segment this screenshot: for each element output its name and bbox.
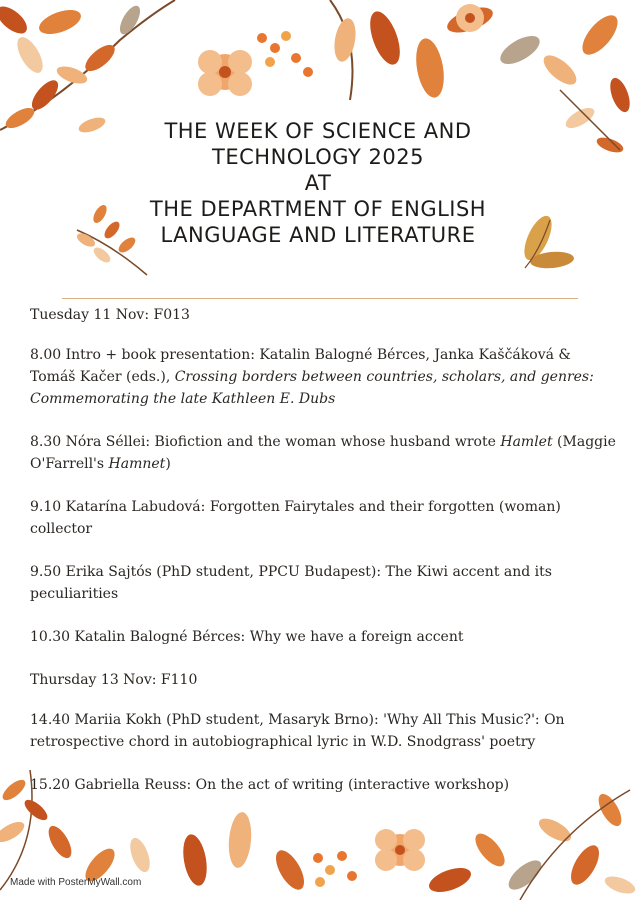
item-text: 8.00 Intro + book presentation: Katalin Balogné Bérces, Janka Kaščáková & Tomáš Kačer (eds.),: [30, 347, 571, 385]
title-line-2: TECHNOLOGY 2025: [212, 145, 424, 169]
day-heading-thursday: Thursday 13 Nov: F110: [30, 672, 198, 688]
poster-credit: Made with PosterMyWall.com: [10, 877, 142, 888]
title-line-4: THE DEPARTMENT OF ENGLISH: [149, 197, 487, 221]
schedule: [30, 304, 618, 817]
schedule-item-snodgrass: 14.40 Mariia Kokh (PhD student, Masaryk Brno): 'Why All This Music?': On retrospective chord in autobiographical lyric in W.D. Snodgrass' poetry: [30, 712, 565, 750]
work-title-hamlet: Hamlet: [500, 434, 553, 450]
schedule-item-foreign-accent: 10.30 Katalin Balogné Bérces: Why we have a foreign accent: [30, 629, 464, 645]
title-line-1: THE WEEK OF SCIENCE AND: [164, 119, 472, 143]
item-text: ): [165, 456, 171, 472]
leaf-branch-bottom-left-icon: [0, 770, 310, 894]
flower-top-center-icon: [198, 50, 252, 96]
schedule-item-fairytales: 9.10 Katarína Labudová: Forgotten Fairytales and their forgotten (woman) collector: [30, 499, 561, 537]
leaf-branch-bottom-right-icon: [426, 790, 636, 900]
item-text: (Maggie O'Farrell's: [30, 434, 616, 472]
day-heading-tuesday: Tuesday 11 Nov: F013: [30, 307, 190, 323]
leaf-branch-top-left-icon: [0, 0, 175, 135]
divider-line: [62, 298, 578, 299]
berries-top-icon: [257, 31, 313, 77]
work-title-hamnet: Hamnet: [108, 456, 166, 472]
berries-bottom-icon: [313, 851, 357, 887]
flower-bottom-icon: [375, 829, 425, 871]
title-line-3: AT: [304, 171, 332, 195]
schedule-item-kiwi-accent: 9.50 Erika Sajtós (PhD student, PPCU Budapest): The Kiwi accent and its peculiarities: [30, 564, 552, 602]
schedule-item-biofiction: [30, 431, 618, 475]
title-line-5: LANGUAGE AND LITERATURE: [160, 223, 476, 247]
poster-title: [0, 118, 636, 248]
item-text: 8.30 Nóra Séllei: Biofiction and the woman whose husband wrote: [30, 434, 501, 450]
schedule-item-writing-workshop: 15.20 Gabriella Reuss: On the act of writing (interactive workshop): [30, 777, 510, 793]
schedule-item-book-presentation: [30, 344, 618, 410]
book-title: Crossing borders between countries, scholars, and genres: Commemorating the late Kathleen E. Dubs: [30, 369, 594, 407]
